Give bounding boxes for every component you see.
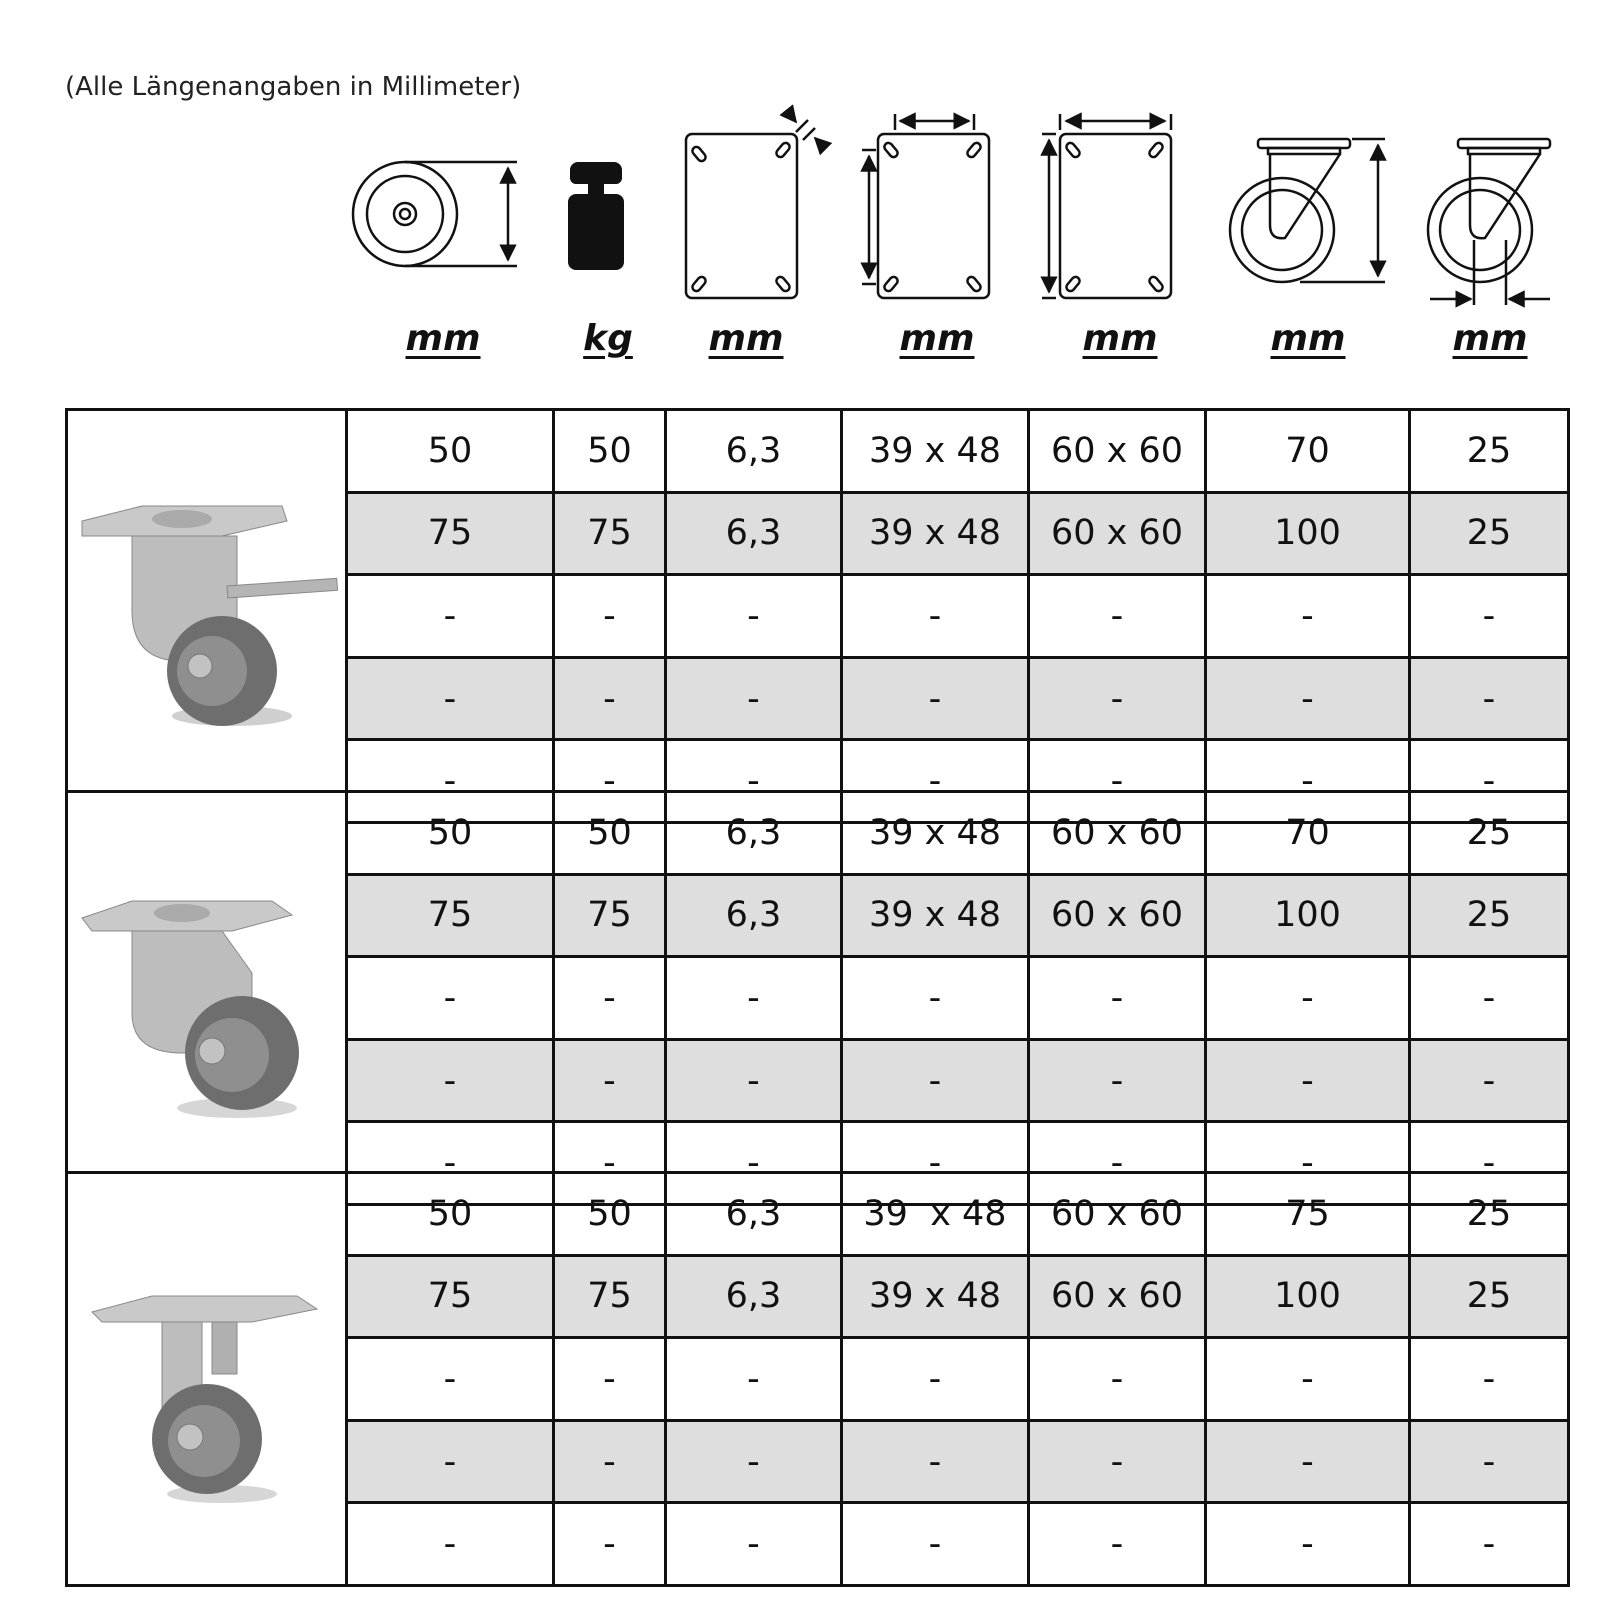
cell-wheel-diameter: 50: [347, 410, 554, 493]
length-unit-note: (Alle Längenangaben in Millimeter): [65, 72, 522, 102]
cell-wheel-diameter: 75: [347, 874, 554, 957]
cell-overall-height: 100: [1206, 492, 1410, 575]
cell-bolt-spacing: -: [842, 1122, 1029, 1205]
cell-wheel-diameter: -: [347, 657, 554, 740]
column-icons-header: [0, 0, 1600, 380]
cell-overall-height: 70: [1206, 410, 1410, 493]
cell-overall-height: -: [1206, 1039, 1410, 1122]
cell-overall-height: -: [1206, 957, 1410, 1040]
cell-wheel-diameter: -: [347, 957, 554, 1040]
cell-plate-size: 60 x 60: [1029, 792, 1206, 875]
cell-wheel-diameter: 50: [347, 1173, 554, 1256]
table-row: [67, 1173, 1569, 1256]
cell-bolt-spacing: -: [842, 575, 1029, 658]
cell-wheel-width: -: [1410, 657, 1569, 740]
cell-load: 50: [554, 1173, 666, 1256]
swivel-brake-castor-image: [72, 491, 342, 741]
cell-overall-height: 70: [1206, 792, 1410, 875]
cell-bolt-spacing: -: [842, 1503, 1029, 1586]
cell-wheel-width: 25: [1410, 1255, 1569, 1338]
spec-table-brake-swivel: [65, 408, 1570, 824]
cell-bolt-hole: -: [666, 657, 842, 740]
cell-bolt-spacing: -: [842, 1338, 1029, 1421]
cell-overall-height: -: [1206, 657, 1410, 740]
cell-bolt-spacing: 39 x 48: [842, 492, 1029, 575]
cell-plate-size: -: [1029, 740, 1206, 823]
table-row: [67, 410, 1569, 493]
cell-load: -: [554, 657, 666, 740]
cell-wheel-width: -: [1410, 1503, 1569, 1586]
cell-load: 75: [554, 874, 666, 957]
cell-load: -: [554, 1122, 666, 1205]
cell-bolt-spacing: -: [842, 657, 1029, 740]
cell-bolt-hole: 6,3: [666, 1173, 842, 1256]
cell-plate-size: -: [1029, 575, 1206, 658]
cell-wheel-width: 25: [1410, 792, 1569, 875]
cell-wheel-width: -: [1410, 1039, 1569, 1122]
cell-overall-height: 100: [1206, 1255, 1410, 1338]
cell-overall-height: -: [1206, 1420, 1410, 1503]
unit-label-overall-height: mm: [1270, 318, 1346, 359]
cell-wheel-width: -: [1410, 1420, 1569, 1503]
table-row: [67, 792, 1569, 875]
unit-label-plate-size: mm: [1082, 318, 1158, 359]
cell-bolt-hole: -: [666, 1338, 842, 1421]
unit-label-bolt-hole: mm: [708, 318, 784, 359]
cell-wheel-width: -: [1410, 575, 1569, 658]
cell-bolt-spacing: -: [842, 1039, 1029, 1122]
bolt-hole-spacing-icon: [862, 114, 989, 298]
cell-load: 75: [554, 492, 666, 575]
cell-wheel-diameter: -: [347, 1338, 554, 1421]
cell-wheel-diameter: 75: [347, 1255, 554, 1338]
cell-bolt-spacing: -: [842, 740, 1029, 823]
cell-bolt-spacing: 39 x 48: [842, 410, 1029, 493]
wheel-width-icon: [1428, 139, 1550, 305]
bolt-hole-diameter-icon: [686, 112, 825, 298]
plate-size-icon: [1042, 114, 1171, 298]
cell-bolt-spacing: 39 x 48: [842, 1173, 1029, 1256]
cell-bolt-hole: -: [666, 957, 842, 1040]
overall-height-icon: [1230, 139, 1385, 282]
cell-wheel-width: -: [1410, 1338, 1569, 1421]
cell-load: 50: [554, 410, 666, 493]
unit-label-wheel-diameter: mm: [405, 318, 481, 359]
cell-wheel-width: -: [1410, 740, 1569, 823]
cell-wheel-diameter: -: [347, 740, 554, 823]
load-weight-icon: [568, 162, 624, 270]
cell-plate-size: 60 x 60: [1029, 492, 1206, 575]
spec-table-swivel: [65, 790, 1570, 1206]
cell-plate-size: -: [1029, 957, 1206, 1040]
cell-load: 50: [554, 792, 666, 875]
product-image-swivel: [67, 792, 347, 1205]
product-image-swivel-brake: [67, 410, 347, 823]
cell-overall-height: -: [1206, 1122, 1410, 1205]
fixed-castor-image: [72, 1254, 342, 1504]
cell-plate-size: -: [1029, 1338, 1206, 1421]
cell-wheel-diameter: 50: [347, 792, 554, 875]
cell-wheel-diameter: 75: [347, 492, 554, 575]
cell-load: -: [554, 575, 666, 658]
spec-table-fixed: [65, 1171, 1570, 1587]
wheel-diameter-icon: [353, 162, 517, 266]
cell-bolt-spacing: -: [842, 957, 1029, 1040]
cell-load: -: [554, 1503, 666, 1586]
cell-bolt-spacing: 39 x 48: [842, 792, 1029, 875]
product-image-fixed: [67, 1173, 347, 1586]
cell-bolt-hole: -: [666, 1039, 842, 1122]
cell-bolt-hole: 6,3: [666, 492, 842, 575]
cell-overall-height: 75: [1206, 1173, 1410, 1256]
cell-wheel-width: -: [1410, 1122, 1569, 1205]
cell-wheel-width: 25: [1410, 874, 1569, 957]
cell-wheel-diameter: -: [347, 1503, 554, 1586]
cell-overall-height: -: [1206, 575, 1410, 658]
cell-bolt-hole: 6,3: [666, 792, 842, 875]
cell-overall-height: 100: [1206, 874, 1410, 957]
cell-plate-size: 60 x 60: [1029, 1173, 1206, 1256]
cell-load: -: [554, 1420, 666, 1503]
cell-bolt-hole: 6,3: [666, 410, 842, 493]
cell-bolt-spacing: 39 x 48: [842, 874, 1029, 957]
unit-label-load: kg: [583, 318, 633, 359]
cell-plate-size: 60 x 60: [1029, 410, 1206, 493]
swivel-castor-image: [72, 873, 342, 1123]
cell-load: -: [554, 1338, 666, 1421]
cell-bolt-spacing: 39 x 48: [842, 1255, 1029, 1338]
cell-wheel-width: 25: [1410, 410, 1569, 493]
cell-overall-height: -: [1206, 740, 1410, 823]
cell-wheel-width: 25: [1410, 1173, 1569, 1256]
cell-bolt-hole: -: [666, 575, 842, 658]
cell-plate-size: 60 x 60: [1029, 1255, 1206, 1338]
cell-overall-height: -: [1206, 1503, 1410, 1586]
cell-bolt-hole: -: [666, 1122, 842, 1205]
cell-overall-height: -: [1206, 1338, 1410, 1421]
cell-load: -: [554, 1039, 666, 1122]
cell-wheel-diameter: -: [347, 1420, 554, 1503]
cell-plate-size: -: [1029, 1420, 1206, 1503]
cell-load: -: [554, 740, 666, 823]
unit-label-bolt-spacing: mm: [899, 318, 975, 359]
cell-wheel-diameter: -: [347, 1039, 554, 1122]
cell-load: 75: [554, 1255, 666, 1338]
cell-wheel-diameter: -: [347, 1122, 554, 1205]
cell-bolt-spacing: -: [842, 1420, 1029, 1503]
cell-plate-size: 60 x 60: [1029, 874, 1206, 957]
cell-bolt-hole: 6,3: [666, 874, 842, 957]
cell-bolt-hole: -: [666, 1420, 842, 1503]
cell-plate-size: -: [1029, 657, 1206, 740]
cell-wheel-width: 25: [1410, 492, 1569, 575]
cell-bolt-hole: -: [666, 1503, 842, 1586]
cell-plate-size: -: [1029, 1039, 1206, 1122]
cell-load: -: [554, 957, 666, 1040]
cell-wheel-diameter: -: [347, 575, 554, 658]
cell-plate-size: -: [1029, 1122, 1206, 1205]
unit-label-wheel-width: mm: [1452, 318, 1528, 359]
cell-bolt-hole: -: [666, 740, 842, 823]
cell-bolt-hole: 6,3: [666, 1255, 842, 1338]
cell-wheel-width: -: [1410, 957, 1569, 1040]
cell-plate-size: -: [1029, 1503, 1206, 1586]
